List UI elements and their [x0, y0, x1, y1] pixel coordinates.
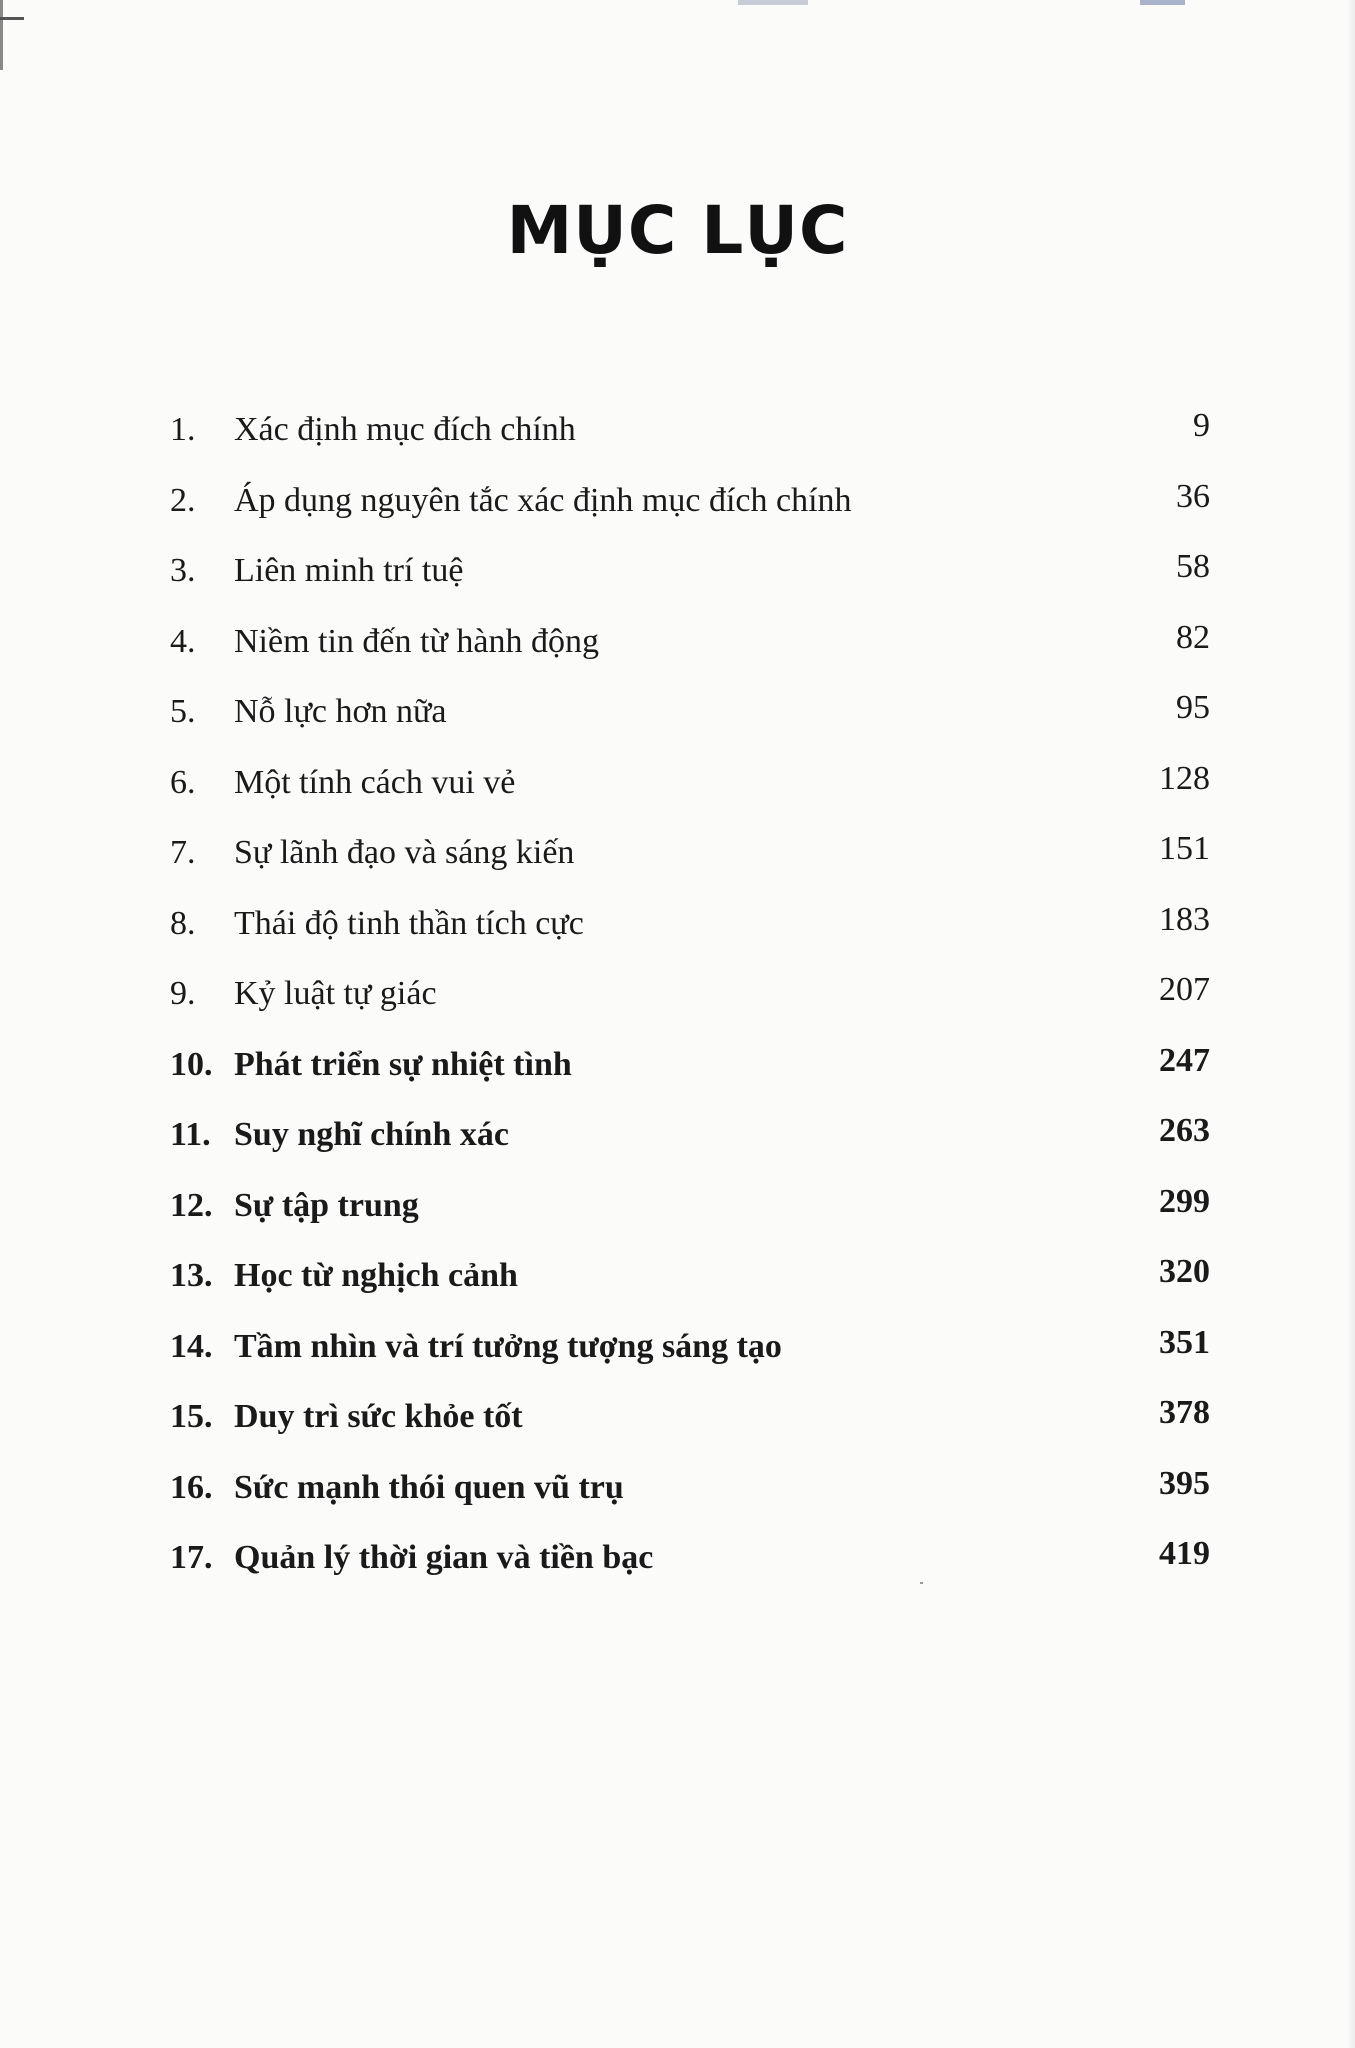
toc-entry-title: Một tính cách vui vẻ	[234, 763, 516, 801]
toc-entry-title: Sự tập trung	[234, 1186, 419, 1224]
toc-entry-title: Xác định mục đích chính	[234, 411, 576, 448]
toc-entry	[170, 1248, 1210, 1319]
toc-entry-number: 16.	[170, 1468, 213, 1506]
scan-artifact	[1140, 0, 1185, 5]
toc-entry-page: 36	[1176, 477, 1210, 515]
toc-entry-title: Sự lãnh đạo và sáng kiến	[234, 834, 575, 871]
toc-entry	[170, 402, 1210, 473]
toc-entry-number: 5.	[170, 693, 196, 730]
toc-entry	[170, 1460, 1210, 1531]
toc-entry-page: 395	[1159, 1464, 1210, 1502]
toc-entry	[170, 825, 1210, 896]
toc-entry-page: 128	[1159, 759, 1210, 797]
scan-speck	[920, 1582, 923, 1584]
page-edge-mark	[0, 17, 24, 20]
toc-entry-number: 8.	[170, 904, 196, 942]
toc-entry-page: 207	[1159, 971, 1210, 1008]
toc-entry-number: 2.	[170, 481, 196, 519]
toc-entry-title: Kỷ luật tự giác	[234, 975, 437, 1012]
toc-entry	[170, 755, 1210, 826]
toc-entry-page: 58	[1176, 548, 1210, 585]
toc-entry-page: 351	[1159, 1323, 1210, 1361]
toc-entry-title: Liên minh trí tuệ	[234, 552, 464, 589]
toc-entry-title: Phát triển sự nhiệt tình	[234, 1045, 572, 1083]
toc-entry	[170, 1178, 1210, 1249]
toc-entry	[170, 1107, 1210, 1178]
toc-entry-page: 378	[1159, 1394, 1210, 1431]
toc-entry-number: 14.	[170, 1327, 213, 1365]
toc-entry-number: 11.	[170, 1116, 211, 1153]
toc-entry-page: 263	[1159, 1112, 1210, 1149]
toc-entry-title: Tầm nhìn và trí tưởng tượng sáng tạo	[234, 1327, 782, 1365]
toc-entry-page: 95	[1176, 689, 1210, 726]
toc-entry	[170, 1530, 1210, 1601]
toc-entry-number: 9.	[170, 975, 196, 1012]
toc-entry	[170, 896, 1210, 967]
toc-entry-number: 17.	[170, 1539, 213, 1576]
toc-entry-title: Học từ nghịch cảnh	[234, 1257, 518, 1294]
toc-entry-number: 15.	[170, 1398, 213, 1435]
toc-entry	[170, 966, 1210, 1037]
toc-entry-number: 6.	[170, 763, 196, 801]
toc-entry-title: Suy nghĩ chính xác	[234, 1116, 509, 1153]
toc-entry-number: 1.	[170, 411, 196, 448]
toc-entry-number: 3.	[170, 552, 196, 589]
toc-entry	[170, 1319, 1210, 1390]
table-of-contents	[170, 402, 1210, 1601]
toc-entry-page: 320	[1159, 1253, 1210, 1290]
toc-entry-page: 299	[1159, 1182, 1210, 1220]
toc-entry-title: Sức mạnh thói quen vũ trụ	[234, 1468, 624, 1506]
page-shadow	[1347, 0, 1355, 2048]
toc-entry-title: Nỗ lực hơn nữa	[234, 693, 447, 730]
toc-entry	[170, 473, 1210, 544]
scan-artifact	[738, 0, 808, 5]
toc-entry-title: Áp dụng nguyên tắc xác định mục đích chính	[234, 481, 852, 519]
toc-entry	[170, 684, 1210, 755]
toc-entry-title: Quản lý thời gian và tiền bạc	[234, 1539, 654, 1576]
toc-entry-page: 183	[1159, 900, 1210, 938]
toc-entry-page: 247	[1159, 1041, 1210, 1079]
toc-entry-number: 12.	[170, 1186, 213, 1224]
page-title: MỤC LỤC	[506, 192, 849, 269]
toc-entry-number: 7.	[170, 834, 196, 871]
toc-entry	[170, 614, 1210, 685]
toc-entry-number: 10.	[170, 1045, 213, 1083]
toc-entry-page: 82	[1176, 618, 1210, 656]
toc-entry-page: 419	[1159, 1535, 1210, 1572]
toc-entry-number: 13.	[170, 1257, 213, 1294]
toc-entry	[170, 543, 1210, 614]
toc-entry-page: 151	[1159, 830, 1210, 867]
toc-entry	[170, 1037, 1210, 1108]
toc-entry-title: Thái độ tinh thần tích cực	[234, 904, 584, 942]
toc-entry	[170, 1389, 1210, 1460]
toc-entry-page: 9	[1193, 407, 1210, 444]
toc-entry-title: Duy trì sức khỏe tốt	[234, 1398, 523, 1435]
toc-entry-number: 4.	[170, 622, 196, 660]
page-edge	[0, 0, 3, 70]
toc-entry-title: Niềm tin đến từ hành động	[234, 622, 599, 660]
